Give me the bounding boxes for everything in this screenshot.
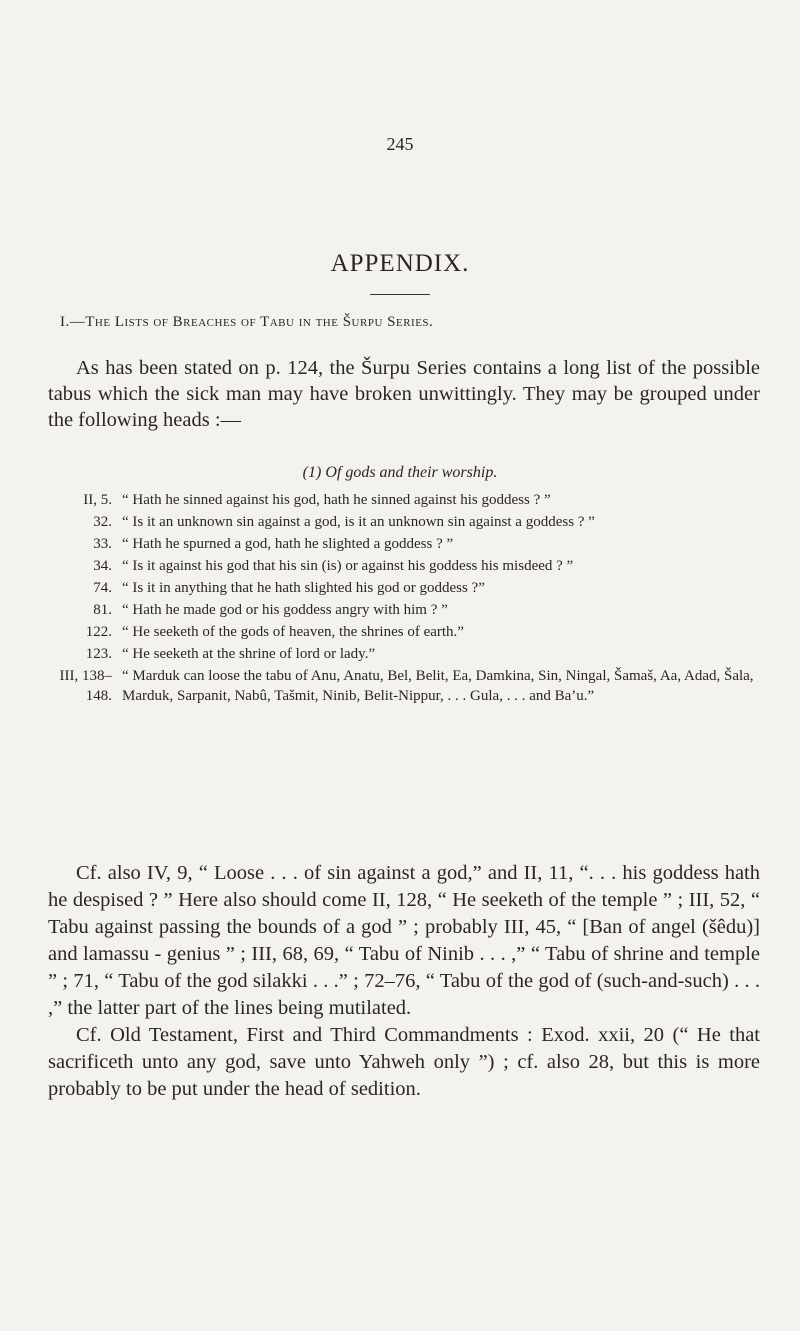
list-item [40, 512, 760, 532]
item-text: “ Is it against his god that his sin (is) or against his goddess his misdeed ? ” [122, 558, 574, 574]
list-item [40, 534, 760, 554]
body-paragraph: Cf. Old Testament, First and Third Commandments : Exod. xxii, 20 (“ He that sacrificeth unto any god, save unto Yahweh only ”) ; cf. also 28, but this is more probably to be put under the head of sedition. [48, 1024, 760, 1100]
list-item [40, 622, 760, 642]
item-text: “ Hath he made god or his goddess angry with him ? ” [122, 602, 448, 618]
item-number: III, 138–148. [59, 668, 112, 704]
item-text: “ He seeketh of the gods of heaven, the shrines of earth.” [122, 624, 464, 640]
list-item [40, 556, 760, 576]
item-number: 32. [93, 514, 112, 530]
item-number: 74. [93, 580, 112, 596]
list-item [40, 600, 760, 620]
body-text [48, 860, 760, 1103]
list-item [40, 578, 760, 598]
body-paragraph: Cf. also IV, 9, “ Loose . . . of sin against a god,” and II, 11, “. . . his goddess hath he despised ? ” Here also should come II, 128, “ He seeketh of the temple ” ; III, 52, “ Tabu against passing the bounds of a god ” ; probably III, 45, “ [Ban of angel (šêdu)] and lamassu - genius ” ; III, 68, 69, “ Tabu of Ninib . . . ,” “ Tabu of shrine and temple ” ; 71, “ Tabu of the god silakki . . .” ; 72–76, “ Tabu of the god of (such-and-such) . . . ,” the latter part of the lines being mutilated. [48, 862, 760, 1019]
list-item [40, 644, 760, 664]
title-rule [370, 294, 430, 295]
tabu-list [40, 490, 760, 708]
item-number: II, 5. [83, 492, 112, 508]
item-text: “ Hath he sinned against his god, hath he sinned against his goddess ? ” [122, 492, 551, 508]
item-number: 81. [93, 602, 112, 618]
page-number: 245 [386, 134, 414, 154]
item-text: “ Hath he spurned a god, hath he slighted a goddess ? ” [122, 536, 454, 552]
item-text: “ Is it in anything that he hath slighted his god or goddess ?” [122, 580, 485, 596]
list-item [40, 490, 760, 510]
list-subheading: (1) Of gods and their worship. [302, 464, 498, 481]
item-text: “ Marduk can loose the tabu of Anu, Anatu, Bel, Belit, Ea, Damkina, Sin, Ningal, Šamaš, Aa, Adad, Šala, Marduk, Sarpanit, Nabû, Tašmit, Ninib, Belit-Nippur, . . . Gula, . . . and Ba’u.” [122, 668, 754, 704]
item-number: 122. [85, 624, 112, 640]
item-number: 33. [93, 536, 112, 552]
intro-paragraph [48, 355, 760, 433]
item-number: 34. [93, 558, 112, 574]
item-text: “ Is it an unknown sin against a god, is it an unknown sin against a goddess ? ” [122, 514, 595, 530]
item-number: 123. [85, 646, 112, 662]
list-item [40, 666, 760, 706]
intro-text: As has been stated on p. 124, the Šurpu Series contains a long list of the possible tabus which the sick man may have broken unwittingly. They may be grouped under the following heads :— [48, 357, 760, 431]
section-heading: I.—The Lists of Breaches of Tabu in the Šurpu Series. [60, 314, 434, 330]
item-text: “ He seeketh at the shrine of lord or lady.” [122, 646, 376, 662]
page-title: APPENDIX. [330, 250, 470, 277]
